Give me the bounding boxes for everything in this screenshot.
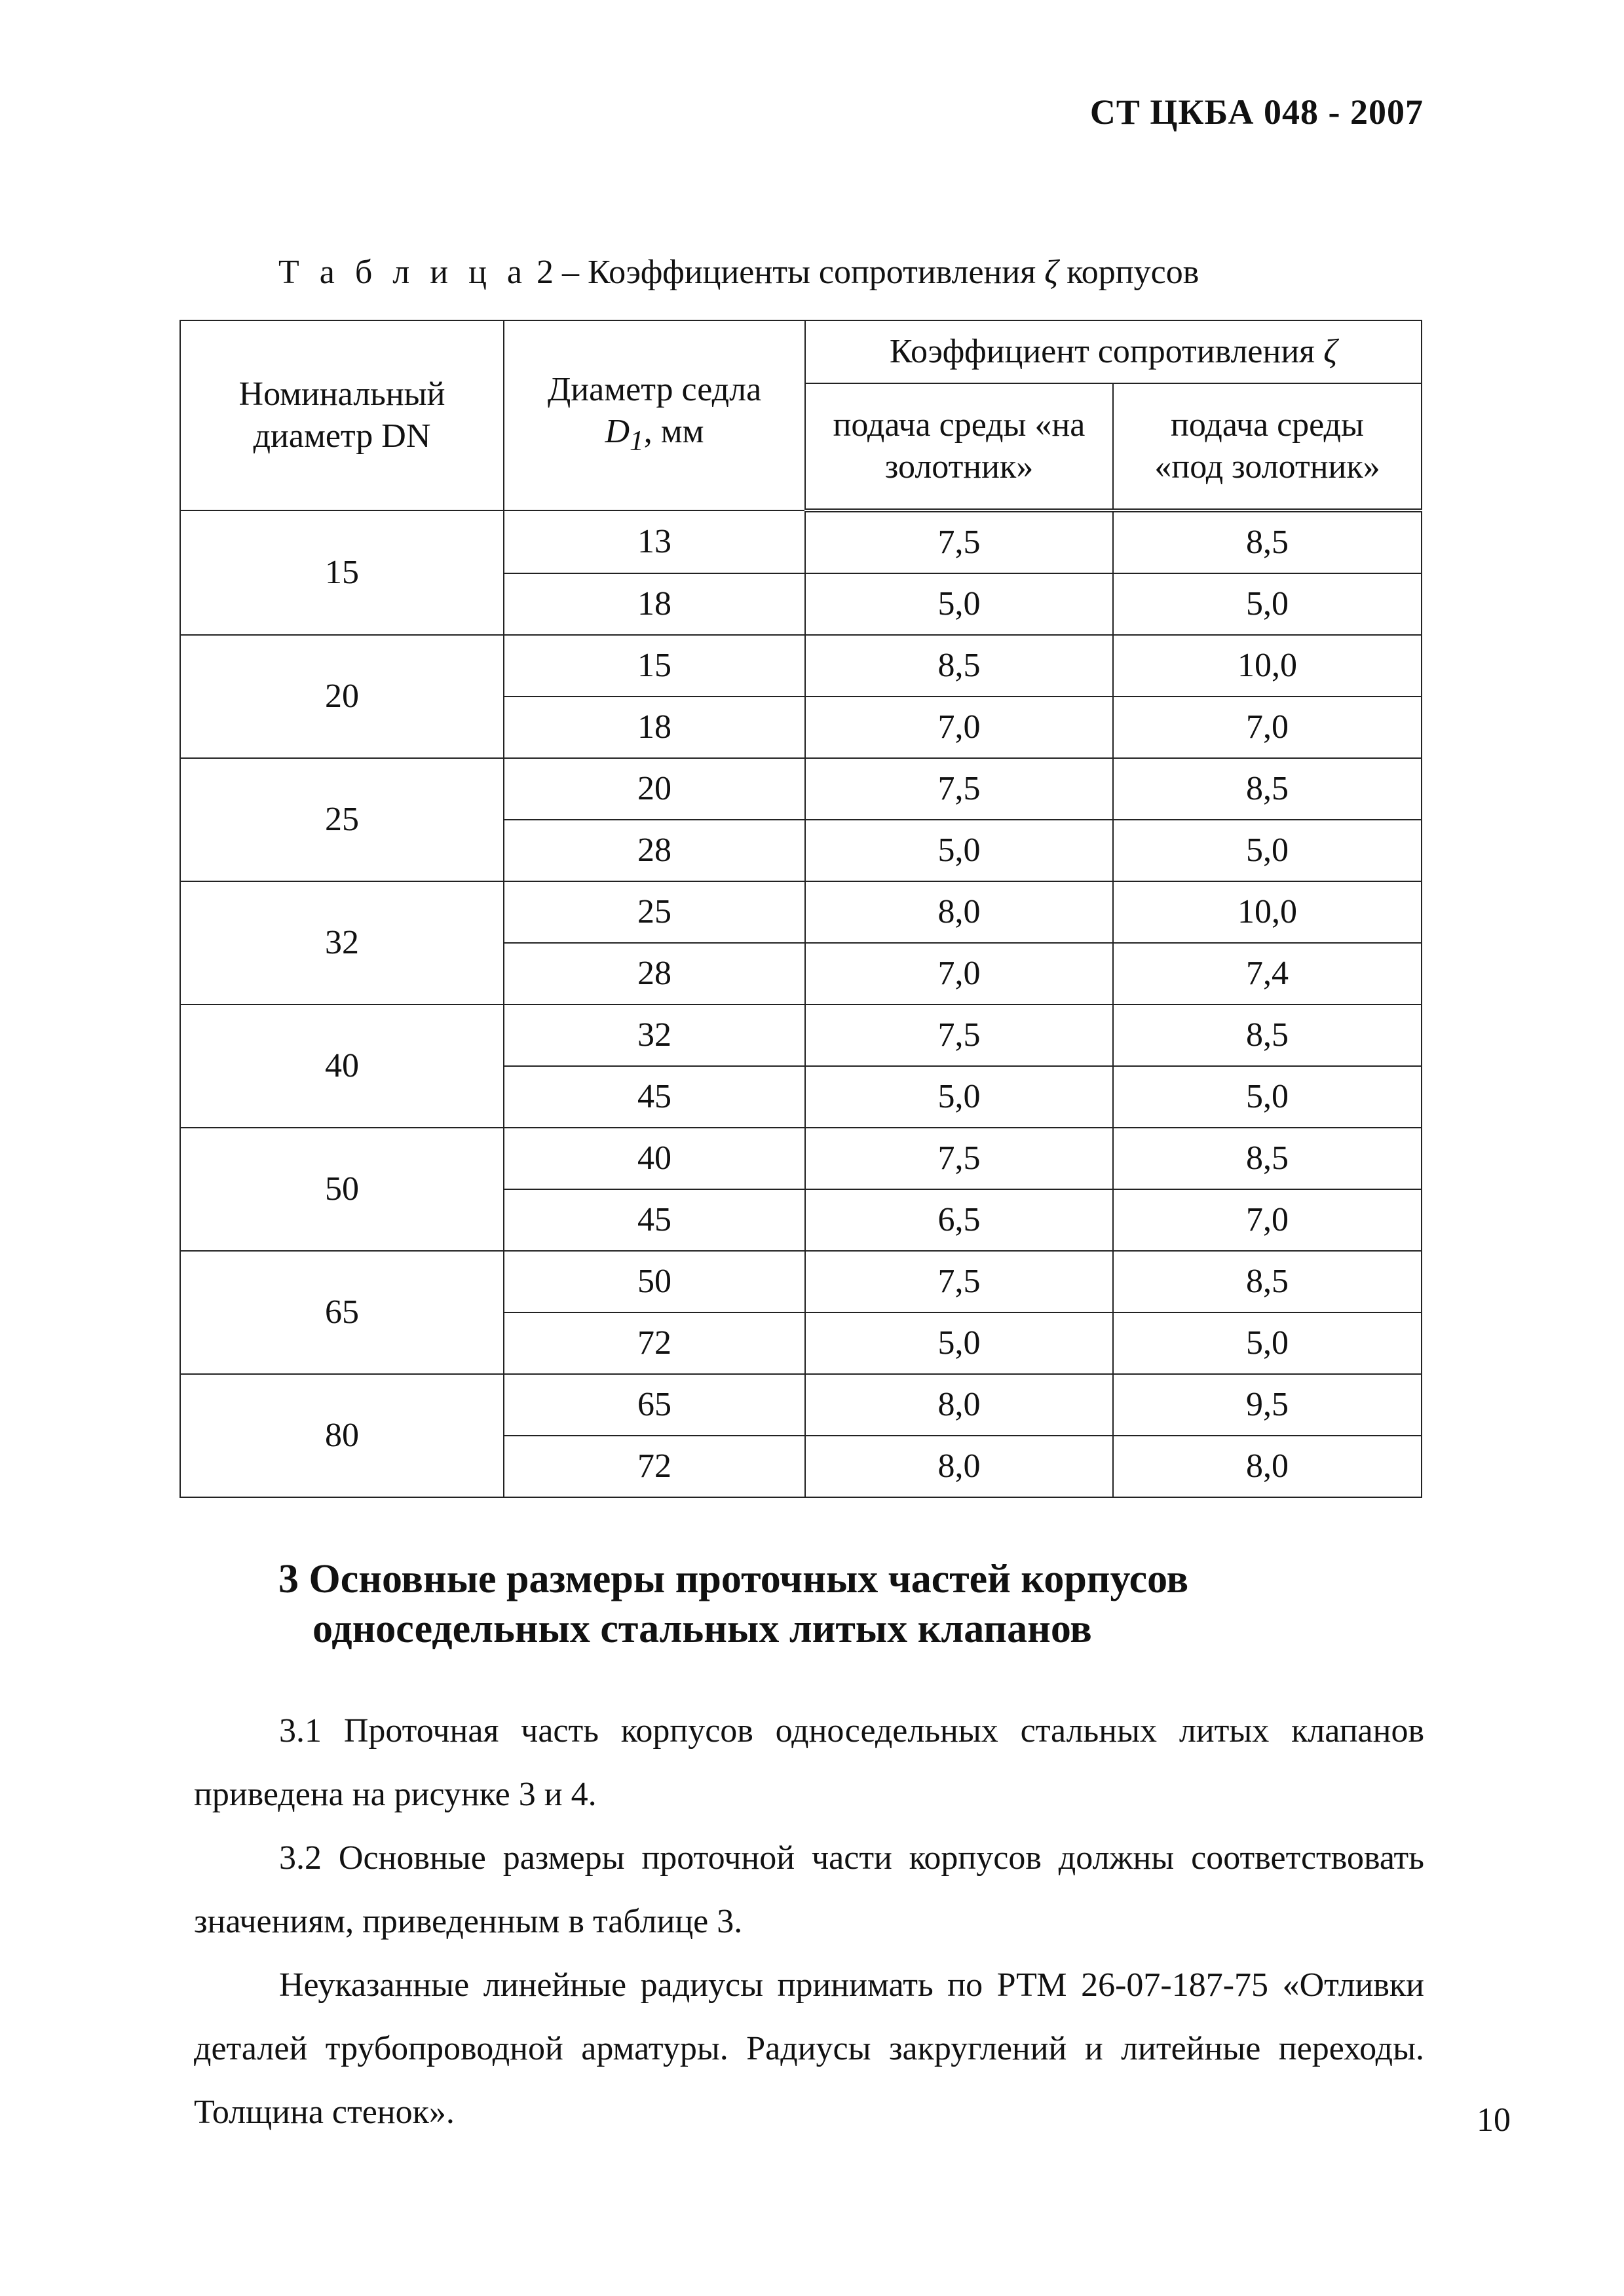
cell-nominal-diameter: 32 — [180, 881, 504, 1004]
cell-seat-diameter: 15 — [504, 635, 805, 697]
cell-seat-diameter: 18 — [504, 697, 805, 758]
cell-coeff-under-spool: 8,5 — [1113, 1251, 1422, 1312]
cell-coeff-on-spool: 7,5 — [805, 1128, 1113, 1189]
header-resistance-coefficient-label: Коэффициент сопротивления — [889, 333, 1324, 370]
table-caption — [278, 253, 1199, 292]
header-resistance-coefficient — [805, 320, 1422, 383]
cell-seat-diameter: 28 — [504, 943, 805, 1004]
seat-diameter-unit: , мм — [643, 413, 704, 451]
header-feed-on-spool: подача среды «на золотник» — [805, 383, 1113, 510]
cell-coeff-under-spool: 7,0 — [1113, 1189, 1422, 1251]
cell-coeff-under-spool: 5,0 — [1113, 1066, 1422, 1128]
cell-nominal-diameter: 40 — [180, 1004, 504, 1128]
table-body — [180, 510, 1422, 1497]
table-row — [180, 1251, 1422, 1312]
cell-seat-diameter: 72 — [504, 1312, 805, 1374]
cell-coeff-on-spool: 7,5 — [805, 1004, 1113, 1066]
table-caption-text: 2 – Коэффициенты сопротивления — [528, 254, 1045, 291]
cell-coeff-on-spool: 7,0 — [805, 697, 1113, 758]
cell-nominal-diameter: 50 — [180, 1128, 504, 1251]
cell-coeff-under-spool: 8,5 — [1113, 1128, 1422, 1189]
cell-coeff-on-spool: 5,0 — [805, 1312, 1113, 1374]
cell-seat-diameter: 65 — [504, 1374, 805, 1436]
cell-coeff-on-spool: 7,0 — [805, 943, 1113, 1004]
cell-coeff-on-spool: 6,5 — [805, 1189, 1113, 1251]
cell-seat-diameter: 32 — [504, 1004, 805, 1066]
seat-diameter-subscript: 1 — [630, 425, 644, 457]
table-row — [180, 510, 1422, 573]
zeta-symbol: ζ — [1323, 333, 1338, 370]
cell-nominal-diameter: 20 — [180, 635, 504, 758]
seat-diameter-symbol: D — [605, 413, 630, 451]
paragraph-3-2: 3.2 Основные размеры проточной части корпусов должны соответствовать значениям, приведенным в таблице 3. — [194, 1839, 1424, 1940]
table-row — [180, 881, 1422, 943]
cell-coeff-on-spool: 5,0 — [805, 820, 1113, 881]
cell-coeff-on-spool: 8,5 — [805, 635, 1113, 697]
cell-seat-diameter: 72 — [504, 1436, 805, 1497]
cell-seat-diameter: 45 — [504, 1189, 805, 1251]
resistance-coefficients-table — [179, 320, 1422, 1498]
section-title — [278, 1554, 1431, 1654]
header-feed-under-spool: подача среды «под золотник» — [1113, 383, 1422, 510]
cell-coeff-under-spool: 8,5 — [1113, 1004, 1422, 1066]
page-number: 10 — [1477, 2101, 1511, 2139]
cell-coeff-on-spool: 7,5 — [805, 758, 1113, 820]
paragraph-radii-note: Неуказанные линейные радиусы принимать по РТМ 26-07-187-75 «Отливки деталей трубопроводной арматуры. Радиусы закруглений и литейные переходы. Толщина стенок». — [194, 1966, 1424, 2131]
cell-coeff-under-spool: 5,0 — [1113, 820, 1422, 881]
cell-coeff-on-spool: 8,0 — [805, 881, 1113, 943]
cell-seat-diameter: 25 — [504, 881, 805, 943]
cell-nominal-diameter: 65 — [180, 1251, 504, 1374]
header-seat-diameter-label: Диаметр седла — [547, 371, 762, 409]
table-caption-tail: корпусов — [1058, 254, 1199, 291]
cell-nominal-diameter: 80 — [180, 1374, 504, 1497]
table-row — [180, 1004, 1422, 1066]
cell-coeff-under-spool: 8,5 — [1113, 510, 1422, 573]
cell-coeff-under-spool: 8,0 — [1113, 1436, 1422, 1497]
cell-seat-diameter: 45 — [504, 1066, 805, 1128]
cell-coeff-on-spool: 7,5 — [805, 1251, 1113, 1312]
zeta-symbol: ζ — [1044, 254, 1059, 291]
cell-coeff-on-spool: 8,0 — [805, 1374, 1113, 1436]
cell-coeff-under-spool: 7,0 — [1113, 697, 1422, 758]
cell-coeff-under-spool: 5,0 — [1113, 1312, 1422, 1374]
table-row — [180, 758, 1422, 820]
table-caption-label: Т а б л и ц а — [278, 254, 528, 291]
cell-nominal-diameter: 15 — [180, 510, 504, 635]
cell-seat-diameter: 28 — [504, 820, 805, 881]
cell-coeff-on-spool: 5,0 — [805, 573, 1113, 635]
header-nominal-diameter: Номинальный диаметр DN — [180, 320, 504, 510]
cell-seat-diameter: 20 — [504, 758, 805, 820]
cell-coeff-on-spool: 5,0 — [805, 1066, 1113, 1128]
cell-nominal-diameter: 25 — [180, 758, 504, 881]
cell-seat-diameter: 18 — [504, 573, 805, 635]
table-row — [180, 635, 1422, 697]
cell-coeff-on-spool: 7,5 — [805, 510, 1113, 573]
cell-coeff-under-spool: 7,4 — [1113, 943, 1422, 1004]
header-seat-diameter — [504, 320, 805, 510]
cell-coeff-under-spool: 8,5 — [1113, 758, 1422, 820]
table-row — [180, 1128, 1422, 1189]
cell-coeff-under-spool: 9,5 — [1113, 1374, 1422, 1436]
cell-seat-diameter: 40 — [504, 1128, 805, 1189]
cell-coeff-on-spool: 8,0 — [805, 1436, 1113, 1497]
cell-coeff-under-spool: 10,0 — [1113, 881, 1422, 943]
document-code: СТ ЦКБА 048 - 2007 — [1089, 92, 1424, 132]
paragraph-3-1: 3.1 Проточная часть корпусов односедельных стальных литых клапанов приведена на рисунке 3 и 4. — [194, 1712, 1424, 1813]
cell-seat-diameter: 13 — [504, 510, 805, 573]
table-row — [180, 1374, 1422, 1436]
section-title-line-2: односедельных стальных литых клапанов — [312, 1607, 1092, 1651]
cell-seat-diameter: 50 — [504, 1251, 805, 1312]
cell-coeff-under-spool: 10,0 — [1113, 635, 1422, 697]
section-title-line-1: 3 Основные размеры проточных частей корпусов — [278, 1557, 1189, 1601]
cell-coeff-under-spool: 5,0 — [1113, 573, 1422, 635]
